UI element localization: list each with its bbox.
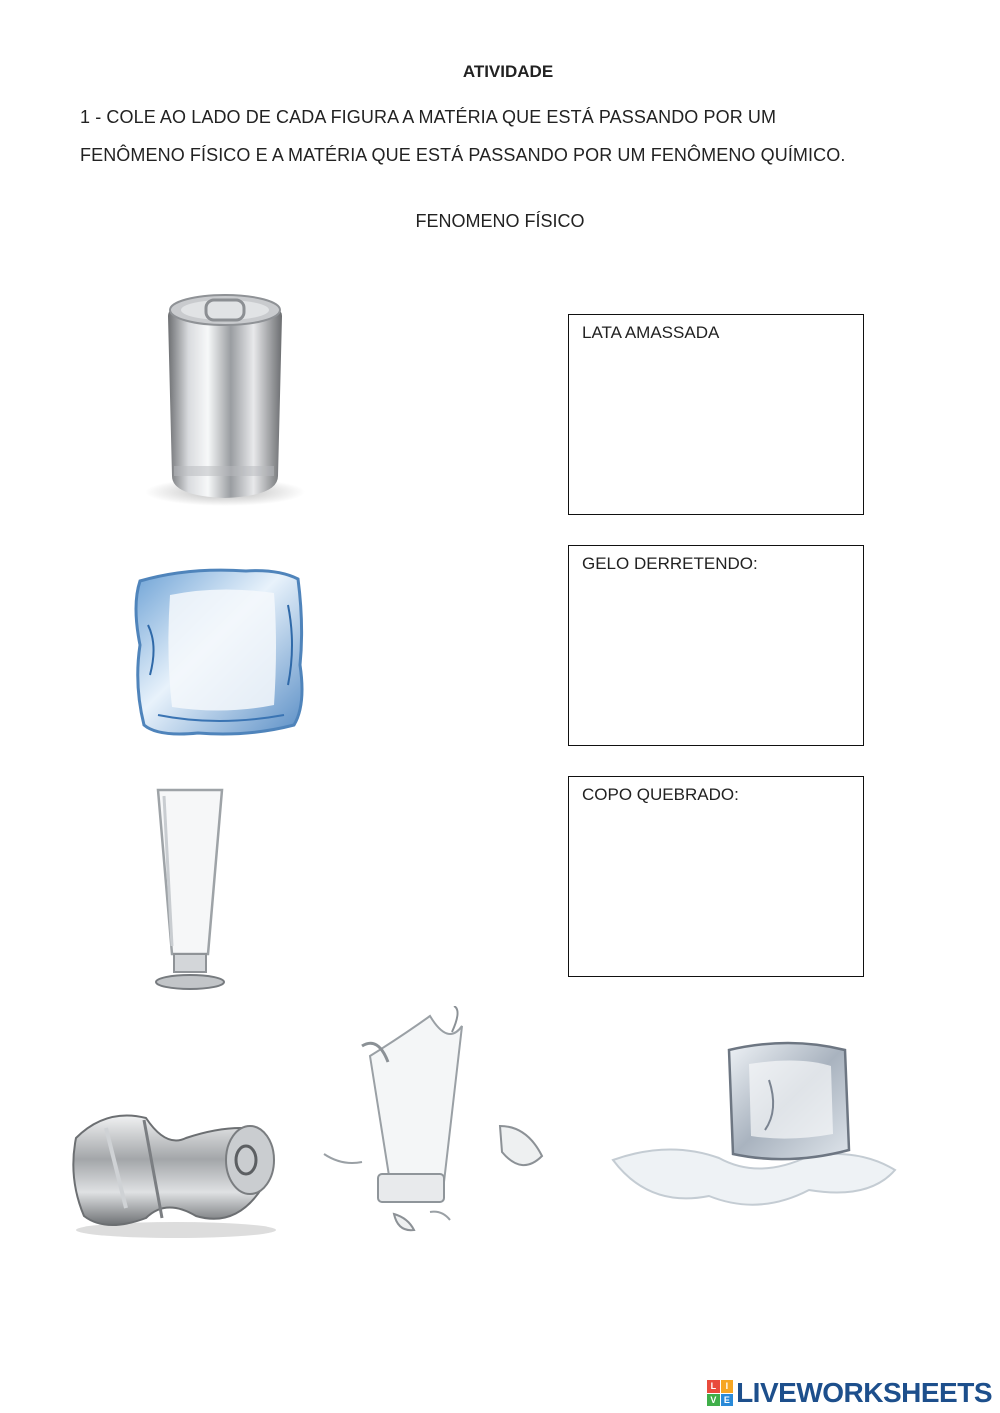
answer-box-3-label: COPO QUEBRADO: <box>582 785 739 804</box>
crushed-can-image[interactable] <box>66 1098 284 1240</box>
section-heading: FENOMENO FÍSICO <box>415 211 585 231</box>
worksheet-title: ATIVIDADE <box>462 62 554 81</box>
logo-text: LIVEWORKSHEETS <box>736 1377 992 1408</box>
answer-box-3[interactable] <box>568 776 864 977</box>
ice-cube-image <box>128 565 313 747</box>
liveworksheets-mark-icon <box>707 1380 733 1406</box>
logo-mark-letter: E <box>721 1394 734 1407</box>
logo-mark-letter: V <box>707 1394 720 1407</box>
answer-box-1[interactable] <box>568 314 864 515</box>
answer-box-1-label: LATA AMASSADA <box>582 323 720 342</box>
broken-glass-image[interactable] <box>322 1006 568 1242</box>
instruction-line-2: FENÔMENO FÍSICO E A MATÉRIA QUE ESTÁ PASSANDO POR UM FENÔMENO QUÍMICO. <box>80 145 846 165</box>
melting-ice-image[interactable] <box>609 1030 899 1220</box>
instruction-line-1: 1 - COLE AO LADO DE CADA FIGURA A MATÉRIA QUE ESTÁ PASSANDO POR UM <box>80 107 777 127</box>
answer-box-2-label: GELO DERRETENDO: <box>582 554 758 573</box>
liveworksheets-logo <box>707 1376 992 1410</box>
tall-glass-image <box>150 786 230 994</box>
logo-mark-letter: I <box>721 1380 734 1393</box>
answer-box-2[interactable] <box>568 545 864 746</box>
logo-mark-letter: L <box>707 1380 720 1393</box>
soda-can-image <box>140 286 310 508</box>
